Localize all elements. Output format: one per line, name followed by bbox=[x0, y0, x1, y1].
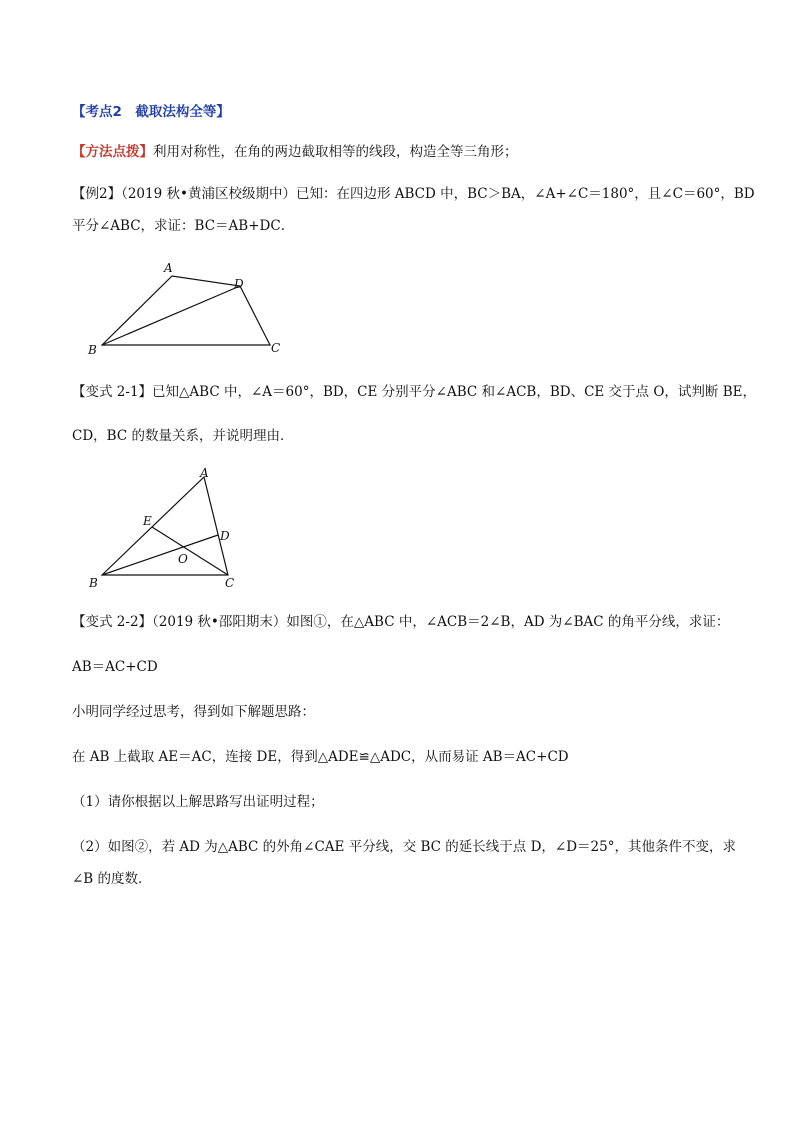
variant22-line1: 【变式 2-2】（2019 秋•邵阳期末）如图①，在△ABC 中，∠ACB＝2∠B，AD 为∠BAC 的角平分线，求证： bbox=[72, 614, 730, 630]
label-d: D bbox=[234, 277, 244, 291]
figure-triangle-bisectors bbox=[80, 463, 260, 593]
variant22-line4: 在 AB 上截取 AE＝AC，连接 DE，得到△ADE≌△ADC，从而易证 AB＝AC+CD bbox=[72, 749, 569, 765]
triangle-outline bbox=[102, 477, 228, 575]
variant22-line2: AB＝AC+CD bbox=[72, 659, 158, 675]
label-b: B bbox=[89, 576, 98, 590]
bisector-bd bbox=[102, 535, 218, 575]
label-e: E bbox=[143, 514, 152, 528]
variant22-question2-line2: ∠B 的度数． bbox=[72, 871, 152, 887]
method-tag: 【方法点拨】 bbox=[72, 144, 153, 160]
label-o: O bbox=[178, 552, 188, 566]
section-title: 【考点2 截取法构全等】 bbox=[72, 104, 230, 120]
variant21-line1: 【变式 2-1】已知△ABC 中，∠A＝60°，BD，CE 分别平分∠ABC 和∠ACB，BD、CE 交于点 O，试判断 BE， bbox=[72, 384, 756, 400]
example2-line2: 平分∠ABC，求证：BC＝AB+DC． bbox=[72, 218, 295, 234]
label-a: A bbox=[164, 261, 173, 275]
variant21-line2: CD，BC 的数量关系，并说明理由． bbox=[72, 428, 294, 444]
label-c: C bbox=[271, 341, 281, 355]
variant22-question2-line1: （2）如图②，若 AD 为△ABC 的外角∠CAE 平分线，交 BC 的延长线于点 D，∠D＝25°，其他条件不变，求 bbox=[72, 839, 736, 855]
label-d: D bbox=[220, 529, 230, 543]
variant22-question1: （1）请你根据以上解思路写出证明过程； bbox=[72, 794, 324, 810]
label-c: C bbox=[225, 576, 235, 590]
method-text: 利用对称性，在角的两边截取相等的线段，构造全等三角形； bbox=[153, 144, 518, 160]
diagonal-bd bbox=[102, 286, 240, 345]
label-b: B bbox=[88, 343, 97, 357]
label-a: A bbox=[200, 466, 209, 480]
method-tip bbox=[72, 142, 722, 162]
bisector-ce bbox=[152, 527, 228, 575]
variant22-line3: 小明同学经过思考，得到如下解题思路： bbox=[72, 704, 315, 720]
example2-line1: 【例2】（2019 秋•黄浦区校级期中）已知：在四边形 ABCD 中，BC＞BA，∠A+∠C＝180°，且∠C＝60°，BD bbox=[72, 186, 755, 202]
figure-quadrilateral-abcd bbox=[80, 258, 300, 358]
